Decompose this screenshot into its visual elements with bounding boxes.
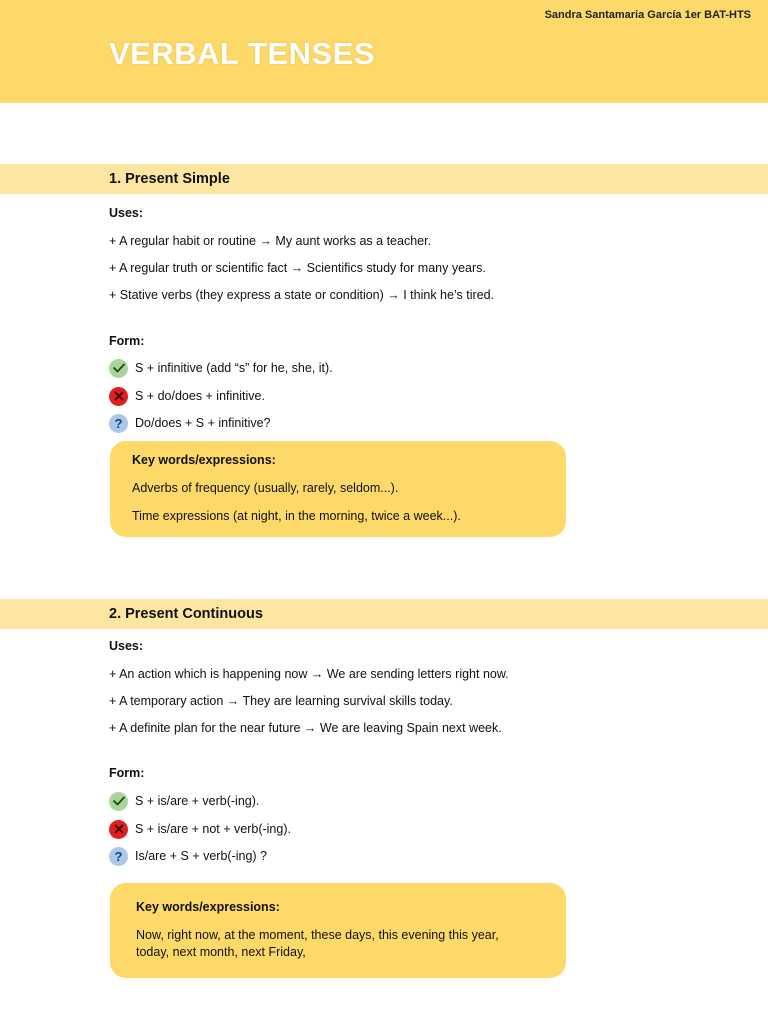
form-question <box>109 413 271 433</box>
uses-label: Uses: <box>109 639 144 653</box>
form-affirmative-text: S + is/are + verb(-ing). <box>135 794 260 808</box>
key-words-line: Time expressions (at night, in the morning, twice a week...). <box>132 509 461 523</box>
cross-icon <box>109 387 128 406</box>
cross-icon <box>109 820 128 839</box>
key-words-line: Now, right now, at the moment, these days, this evening this year, <box>136 928 499 942</box>
use-item: + A temporary action → They are learning survival skills today. <box>109 694 453 708</box>
page-header <box>0 0 768 103</box>
section-heading-band <box>0 164 768 194</box>
form-label: Form: <box>109 766 145 780</box>
key-words-box <box>110 883 566 978</box>
check-icon <box>109 792 128 811</box>
page-title: VERBAL TENSES <box>109 36 376 71</box>
check-icon <box>109 359 128 378</box>
form-affirmative <box>109 791 259 811</box>
form-affirmative-text: S + infinitive (add “s” for he, she, it). <box>135 361 333 375</box>
key-words-box <box>110 441 566 537</box>
form-affirmative <box>109 358 333 378</box>
section-title: 1. Present Simple <box>109 171 230 187</box>
key-words-title: Key words/expressions: <box>132 453 276 467</box>
key-words-title: Key words/expressions: <box>136 900 280 914</box>
form-negative <box>109 386 265 406</box>
section-heading-band <box>0 599 768 629</box>
use-item: + A regular habit or routine → My aunt works as a teacher. <box>109 234 432 248</box>
use-item: + A regular truth or scientific fact → Scientifics study for many years. <box>109 261 486 275</box>
form-question-text: Do/does + S + infinitive? <box>135 416 271 430</box>
author-name: Sandra Santamaria García 1er BAT-HTS <box>544 9 751 21</box>
use-item: + Stative verbs (they express a state or condition) → I think he’s tired. <box>109 288 495 302</box>
key-words-line: today, next month, next Friday, <box>136 945 306 959</box>
form-label: Form: <box>109 334 145 348</box>
uses-label: Uses: <box>109 206 144 220</box>
use-item: + An action which is happening now → We are sending letters right now. <box>109 667 509 681</box>
section-title: 2. Present Continuous <box>109 606 263 622</box>
form-question <box>109 846 267 866</box>
form-question-text: Is/are + S + verb(-ing) ? <box>135 849 268 863</box>
form-negative <box>109 819 291 839</box>
use-item: + A definite plan for the near future → We are leaving Spain next week. <box>109 721 502 735</box>
key-words-line: Adverbs of frequency (usually, rarely, seldom...). <box>132 481 399 495</box>
form-negative-text: S + is/are + not + verb(-ing). <box>135 822 291 836</box>
question-icon: ? <box>109 414 128 433</box>
form-negative-text: S + do/does + infinitive. <box>135 389 265 403</box>
question-icon: ? <box>109 847 128 866</box>
